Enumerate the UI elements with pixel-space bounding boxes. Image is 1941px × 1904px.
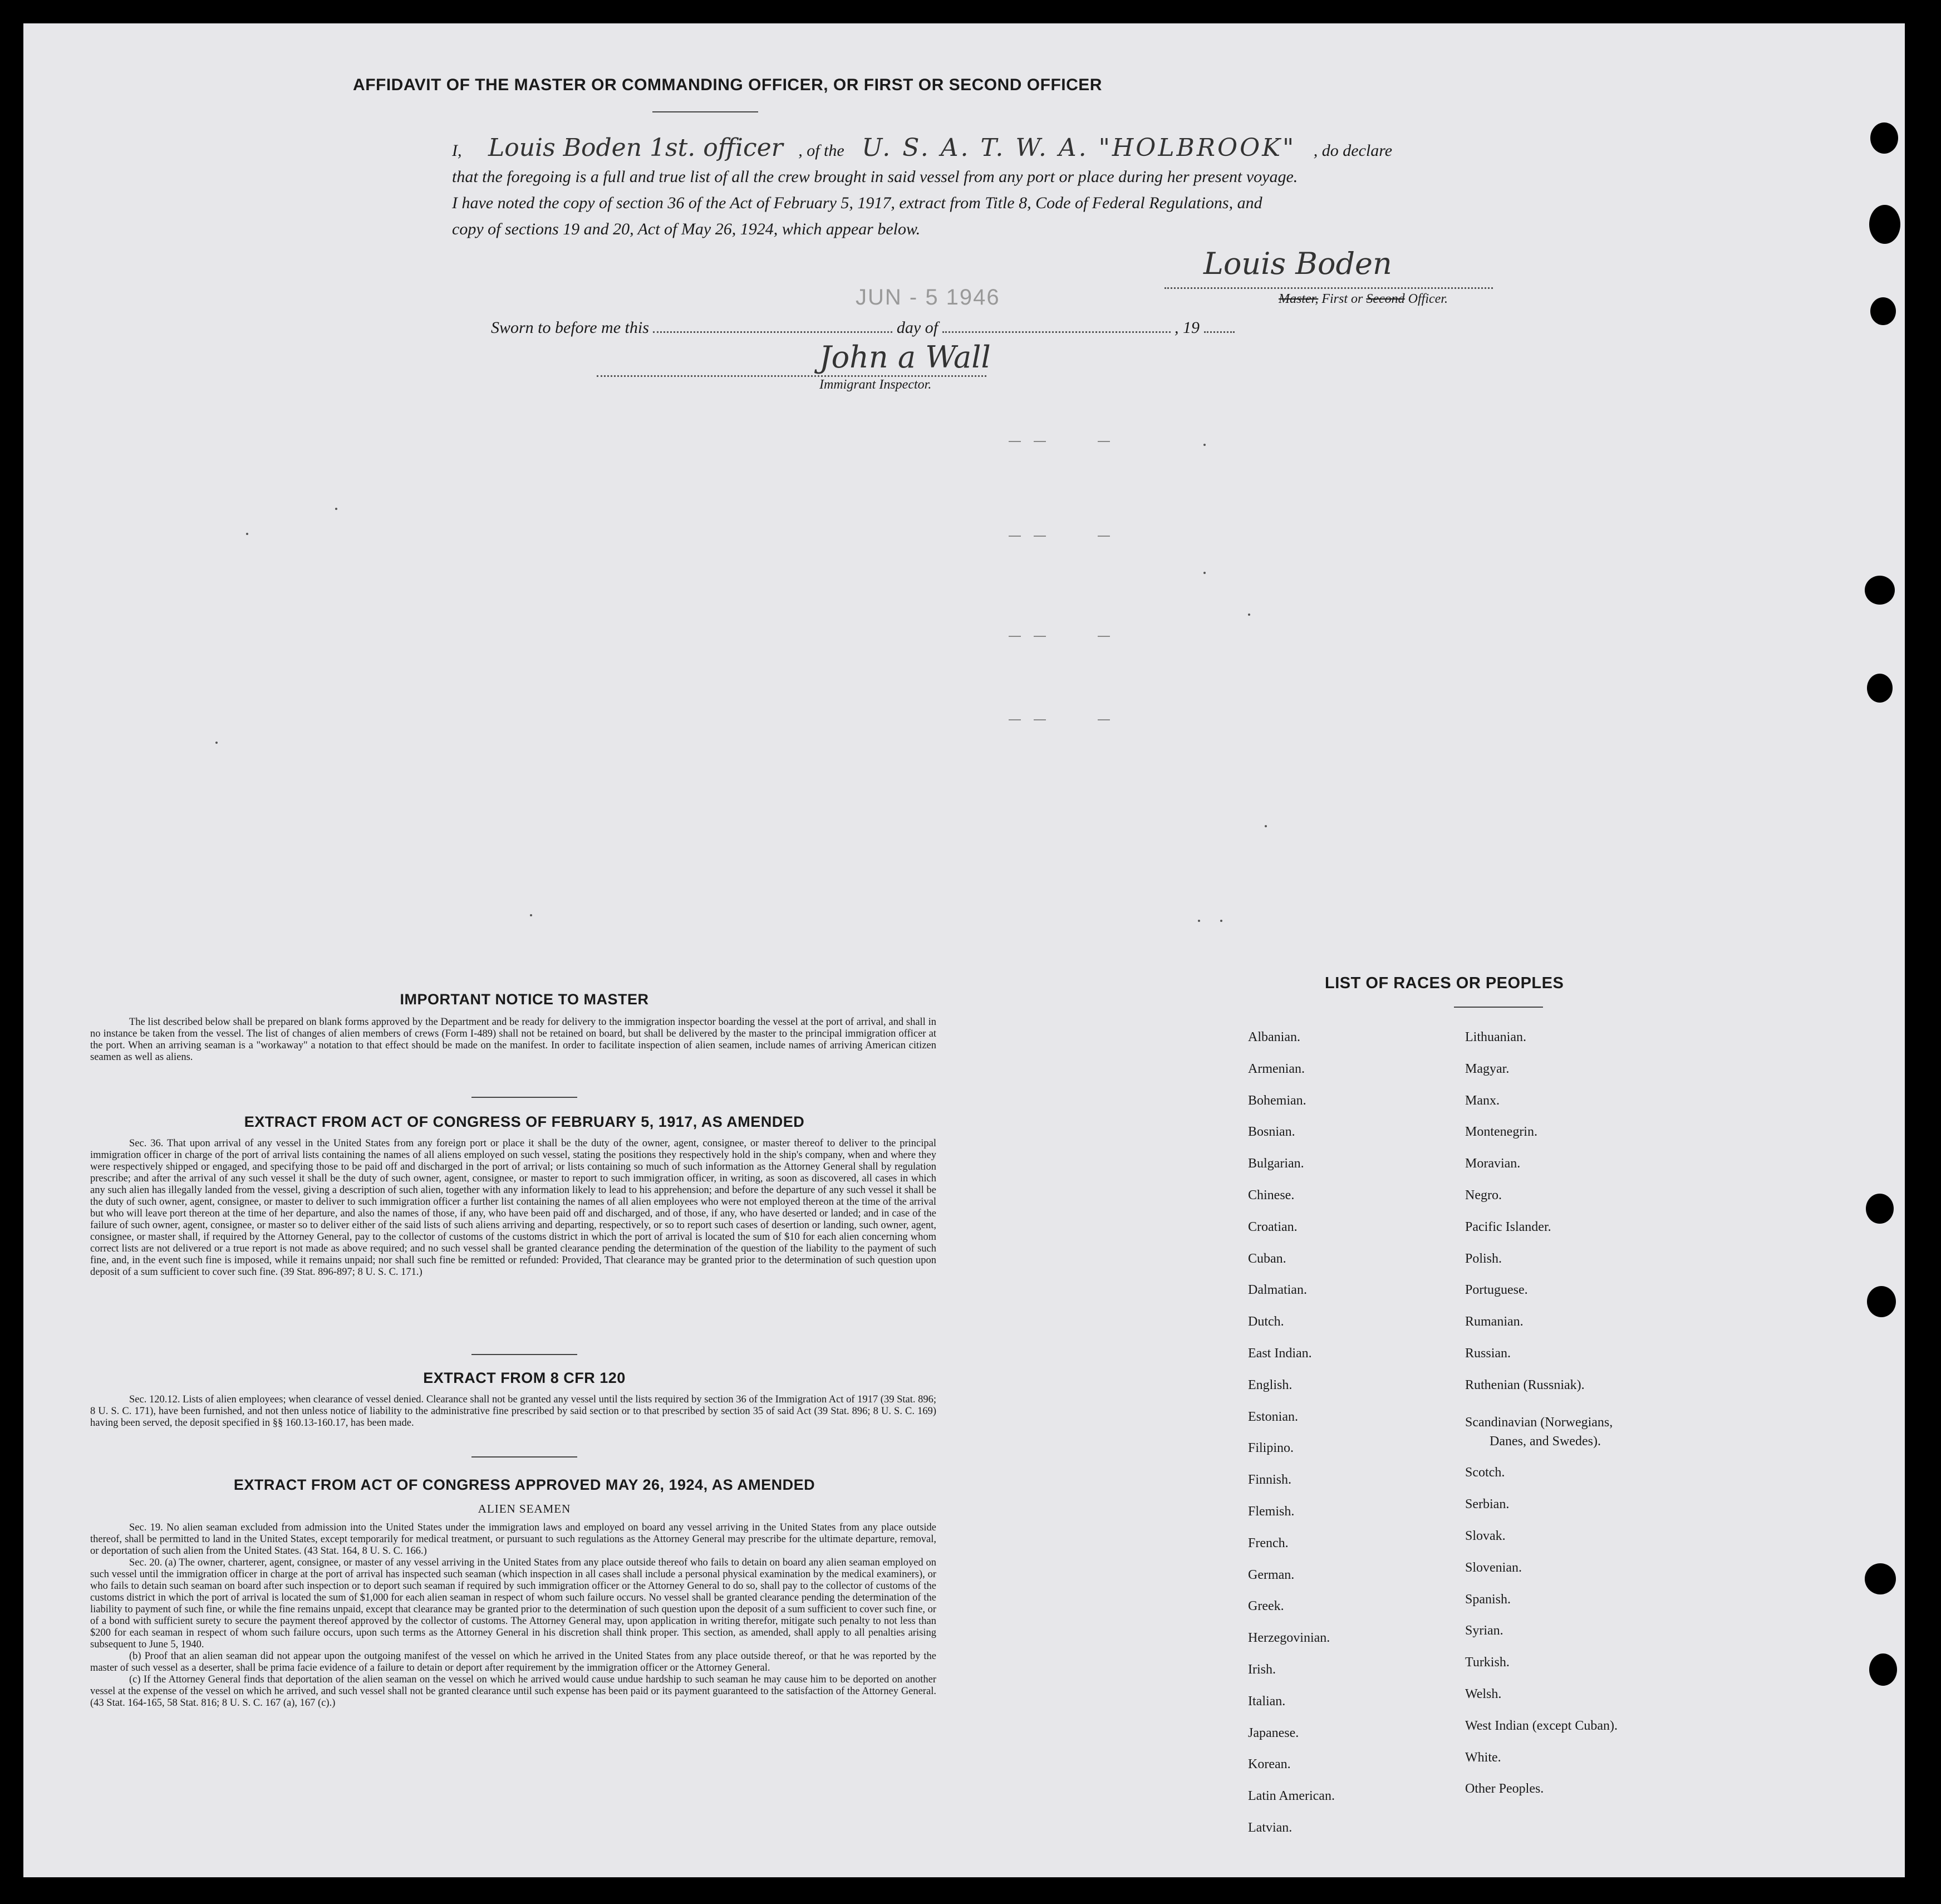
race-item: Slovak. [1465, 1528, 1506, 1543]
sec-20a-para: Sec. 20. (a) The owner, charterer, agent, consignee, or master of any vessel arriving in the United States from any place outside thereof who fails to detain on board any alien seaman employed on such vessel until the immigration officer in charge at the port of arrival has inspected such seaman (which inspection in all cases shall include a personal physical examination by the medical examiners), or who fails to detain such seaman on board after such inspection or to deport such seaman if required by such immigration officer or the Attorney General to do so, shall pay to the collector of customs of the customs district in which the port of arrival is located the sum of $1,000 for each alien seaman in respect of whom such failure occurs. No vessel shall be granted clearance pending the determination of the liability to payment of such fine, or while the fine remains unpaid, except that clearance may be granted prior to the determination of such question upon the deposit of a sum sufficient to cover such fine, or of a bond with sufficient surety to secure the payment thereof approved by the collector of customs. The Attorney General may, upon application in writing therefor, mitigate such penalty to not less than $200 for each seaman in respect of whom such failure occurs, upon such terms as the Attorney General in his discretion shall think proper. This section, as amended, shall apply to all penalties arising subsequent to June 5, 1940. [90, 1557, 936, 1650]
race-item: Estonian. [1248, 1409, 1298, 1424]
race-item: Croatian. [1248, 1219, 1298, 1234]
race-item: Flemish. [1248, 1504, 1295, 1519]
race-item: Finnish. [1248, 1473, 1292, 1488]
title-rule [652, 111, 758, 112]
declaration-line-3: I have noted the copy of section 36 of the Act of February 5, 1917, extract from Title 8, Code of Federal Regulations, and [452, 194, 1262, 212]
extract-cfr-rule [471, 1456, 577, 1458]
race-item: Moravian. [1465, 1156, 1521, 1171]
decl-do-declare: , do declare [1313, 141, 1393, 160]
decl-of-the: , of the [798, 141, 844, 160]
faint-mark [1220, 920, 1222, 922]
faint-mark [1098, 536, 1110, 537]
race-item: Cuban. [1248, 1251, 1286, 1266]
sworn-day-blank [653, 331, 892, 333]
sworn-month-blank [942, 331, 1171, 333]
decl-i: I, [452, 141, 462, 160]
notice-heading: IMPORTANT NOTICE TO MASTER [400, 991, 649, 1008]
race-item: Latvian. [1248, 1820, 1293, 1835]
punch-hole [1865, 1563, 1896, 1594]
punch-hole [1870, 122, 1898, 154]
faint-mark [246, 533, 248, 535]
sec-20c-para: (c) If the Attorney General finds that deportation of the alien seaman on the vessel on which he arrived would cause undue hardship to such seaman he may cause him to be deported on another vessel at the expense of the vessel on which he arrived, and such vessel shall not be granted clearance until such expense has been paid or its payment guaranteed to the satisfaction of the Attorney General. (43 Stat. 164-165, 58 Stat. 816; 8 U. S. C. 167 (a), 167 (c).) [90, 1674, 936, 1709]
faint-mark [1034, 719, 1046, 720]
race-item: Turkish. [1465, 1655, 1510, 1670]
race-item: White. [1465, 1750, 1501, 1765]
faint-mark [1098, 636, 1110, 637]
punch-hole [1865, 576, 1895, 605]
extract-1924-body [90, 1522, 936, 1709]
race-item: Spanish. [1465, 1592, 1511, 1607]
race-item: Montenegrin. [1465, 1125, 1537, 1140]
faint-mark [1203, 444, 1206, 446]
race-item: Scotch. [1465, 1465, 1505, 1480]
race-item: West Indian (except Cuban). [1465, 1718, 1618, 1733]
faint-mark [1009, 636, 1021, 637]
extract-1917-rule [471, 1354, 577, 1355]
sworn-prefix: Sworn to before me this [491, 318, 649, 337]
faint-mark [1265, 825, 1267, 827]
faint-mark [1034, 441, 1046, 442]
race-item: Latin American. [1248, 1789, 1335, 1804]
extract-1917-heading: EXTRACT FROM ACT OF CONGRESS OF FEBRUARY 5, 1917, AS AMENDED [244, 1113, 805, 1130]
caption-officer: Officer. [1408, 292, 1448, 306]
race-item: Other Peoples. [1465, 1782, 1544, 1797]
punch-hole [1869, 1653, 1897, 1686]
race-item: Pacific Islander. [1465, 1219, 1551, 1234]
declaration-line-2: that the foregoing is a full and true list of all the crew brought in said vessel from any port or place during her present voyage. [452, 168, 1298, 186]
affidavit-title: AFFIDAVIT OF THE MASTER OR COMMANDING OFFICER, OR FIRST OR SECOND OFFICER [353, 76, 1102, 94]
race-item: Irish. [1248, 1662, 1276, 1677]
extract-1924-subheading: ALIEN SEAMEN [478, 1502, 571, 1515]
race-item: Scandinavian (Norwegians, [1465, 1415, 1613, 1430]
declaration-line-4: copy of sections 19 and 20, Act of May 26, 1924, which appear below. [452, 220, 921, 238]
race-item: Herzegovinian. [1248, 1631, 1330, 1646]
races-left-column [1248, 1030, 1460, 1852]
race-item: English. [1248, 1377, 1293, 1392]
sworn-day-of: day of [896, 318, 938, 337]
signature-caption [1279, 292, 1448, 307]
declaration-line-1 [452, 135, 1526, 164]
faint-mark [1034, 536, 1046, 537]
race-item: Korean. [1248, 1757, 1291, 1772]
race-item: Lithuanian. [1465, 1030, 1526, 1044]
notice-body: The list described below shall be prepared on blank forms approved by the Department and be ready for delivery to the immigration inspector boarding the vessel at the port of arrival, and shall in no instance be taken from the vessel. The list of changes of alien members of crews (Form I-489) shall not be retained on board, but shall be delivered by the master to the principal immigration officer at the port. When an arriving seaman is a "workaway" a notation to that effect should be made on the manifest. In order to facilitate inspection of alien seamen, include names of arriving American citizen seamen as well as aliens. [90, 1017, 936, 1063]
punch-hole [1870, 297, 1896, 325]
master-signature: Louis Boden [1203, 246, 1392, 281]
date-stamp: JUN - 5 1946 [856, 285, 1000, 310]
race-item: Bosnian. [1248, 1125, 1295, 1140]
extract-cfr-body: Sec. 120.12. Lists of alien employees; when clearance of vessel denied. Clearance shall not be granted any vessel until the lists required by section 36 of the Immigration Act of 1917 (39 Stat. 896; 8 U. S. C. 171), have been furnished, and not then unless notice of liability to the administrative fine prescribed by said section or to that prescribed by section 35 of said Act (39 Stat. 896; 8 U. S. C. 169) having been served, the deposit specified in §§ 160.13-160.17, has been made. [90, 1394, 936, 1429]
sworn-line [491, 318, 1235, 337]
race-item: Ruthenian (Russniak). [1465, 1377, 1585, 1392]
extract-cfr-heading: EXTRACT FROM 8 CFR 120 [423, 1370, 626, 1386]
races-heading: LIST OF RACES OR PEOPLES [1325, 974, 1564, 992]
inspector-caption: Immigrant Inspector. [819, 377, 932, 392]
race-item: Welsh. [1465, 1686, 1502, 1701]
race-item: Bohemian. [1248, 1093, 1306, 1108]
race-item: Syrian. [1465, 1623, 1503, 1638]
extract-1917-body: Sec. 36. That upon arrival of any vessel in the United States from any foreign port or place it shall be the duty of the owner, agent, consignee, or master thereof to deliver to the principal immigration officer in charge of the port of arrival lists containing the names of all aliens employed on such vessel, stating the positions they respectively hold in the ship's company, when and where they were respectively shipped or engaged, and specifying those to be paid off and discharged in the port of arrival; or lists containing so much of such information as the Attorney General shall by regulation prescribe; and after the arrival of any such vessel it shall be the duty of such owner, agent, consignee, or master to report to such immigration officer, in writing, as soon as discovered, all cases in which any such alien has illegally landed from the vessel, giving a description of such alien, together with any information likely to lead to his apprehension; and before the departure of any such vessel it shall be the duty of such owner, agent, consignee, or master to deliver to such immigration officer a further list containing the names of all alien employees who were not employed thereon at the time of the arrival but who will leave port thereon at the time of her departure, and also the names of those, if any, who have been paid off and discharged, and of those, if any, who have deserted or landed; and in case of the failure of such owner, agent, consignee, or master so to deliver either of the said lists of such aliens arriving and departing, respectively, or so to report such cases of desertion or landing, such owner, agent, consignee, or master shall, if required by the Attorney General, pay to the collector of customs of the customs district in which the port of arrival is located the sum of $10 for each alien concerning whom correct lists are not delivered or a true report is not made as above required; and no such vessel shall be granted clearance pending the determination of the question of the liability to the payment of such fine, and, in the event such fine is imposed, while it remains unpaid; nor shall such fine be remitted or refunded: Provided, That clearance may be granted prior to the determination of such question upon deposit of a sum sufficient to cover such fine. (39 Stat. 896-897; 8 U. S. C. 171.) [90, 1138, 936, 1278]
race-item: Rumanian. [1465, 1314, 1524, 1329]
race-item: French. [1248, 1535, 1289, 1550]
caption-first: First or [1321, 292, 1363, 306]
punch-hole [1867, 674, 1893, 703]
inspector-line [597, 375, 986, 377]
signature-line [1164, 287, 1493, 289]
punch-hole [1866, 1194, 1894, 1224]
race-item: Italian. [1248, 1694, 1286, 1709]
race-item: Greek. [1248, 1599, 1284, 1614]
declaration-paragraph [452, 135, 1526, 242]
notice-rule [471, 1097, 577, 1098]
faint-mark [335, 508, 337, 510]
race-item: Dutch. [1248, 1314, 1284, 1329]
faint-mark [1009, 719, 1021, 720]
race-item: Serbian. [1465, 1497, 1510, 1512]
punch-hole [1869, 205, 1900, 244]
race-item: Portuguese. [1465, 1283, 1528, 1298]
race-item: German. [1248, 1567, 1295, 1582]
race-item: Filipino. [1248, 1441, 1294, 1456]
sec-20b-para: (b) Proof that an alien seaman did not appear upon the outgoing manifest of the vessel on which he arrived in the United States from any place outside thereof, or that he was reported by the master of such vessel as a deserter, shall be prima facie evidence of a failure to detain or deport after requirement by the immigration officer or the Attorney General. [90, 1651, 936, 1674]
sworn-year-prefix: , 19 [1175, 318, 1200, 337]
caption-second: Second [1366, 292, 1405, 306]
race-item: Slovenian. [1465, 1560, 1522, 1575]
faint-mark [1203, 572, 1206, 574]
faint-mark [1009, 536, 1021, 537]
race-item: Polish. [1465, 1251, 1502, 1266]
race-item: Armenian. [1248, 1061, 1305, 1076]
faint-mark [1034, 636, 1046, 637]
faint-mark [1198, 920, 1200, 922]
sworn-year-blank [1204, 331, 1235, 333]
inspector-signature: John a Wall [819, 340, 991, 375]
race-item: East Indian. [1248, 1346, 1312, 1361]
race-item: Magyar. [1465, 1061, 1510, 1076]
race-item: Negro. [1465, 1187, 1502, 1203]
vessel-name-handwritten: U. S. A. T. W. A. "HOLBROOK" [862, 134, 1296, 162]
race-item: Russian. [1465, 1346, 1511, 1361]
faint-mark [1009, 441, 1021, 442]
race-item: Japanese. [1248, 1725, 1299, 1740]
officer-name-handwritten: Louis Boden 1st. officer [488, 134, 783, 162]
faint-mark [1248, 614, 1250, 616]
race-item: Albanian. [1248, 1030, 1300, 1044]
caption-master: Master, [1279, 292, 1319, 306]
faint-mark [1098, 441, 1110, 442]
race-item: Dalmatian. [1248, 1283, 1307, 1298]
race-item: Manx. [1465, 1093, 1500, 1108]
faint-mark [530, 914, 532, 916]
faint-mark [215, 742, 218, 744]
document-page [23, 23, 1905, 1877]
faint-mark [1098, 719, 1110, 720]
extract-1924-heading: EXTRACT FROM ACT OF CONGRESS APPROVED MAY 26, 1924, AS AMENDED [233, 1476, 815, 1493]
races-right-column [1465, 1030, 1777, 1813]
race-item: Bulgarian. [1248, 1156, 1304, 1171]
races-rule [1454, 1007, 1543, 1008]
race-item: Chinese. [1248, 1187, 1295, 1203]
race-item: Danes, and Swedes). [1490, 1434, 1601, 1449]
punch-hole [1867, 1286, 1896, 1317]
sec-19-para: Sec. 19. No alien seaman excluded from admission into the United States under the immigration laws and employed on board any vessel arriving in the United States from any place outside thereof, shall be permitted to land in the United States, except temporarily for medical treatment, or pursuant to such regulations as the Attorney General may prescribe for the ultimate departure, removal, or deportation of such alien from the United States. (43 Stat. 164, 8 U. S. C. 166.) [90, 1522, 936, 1557]
